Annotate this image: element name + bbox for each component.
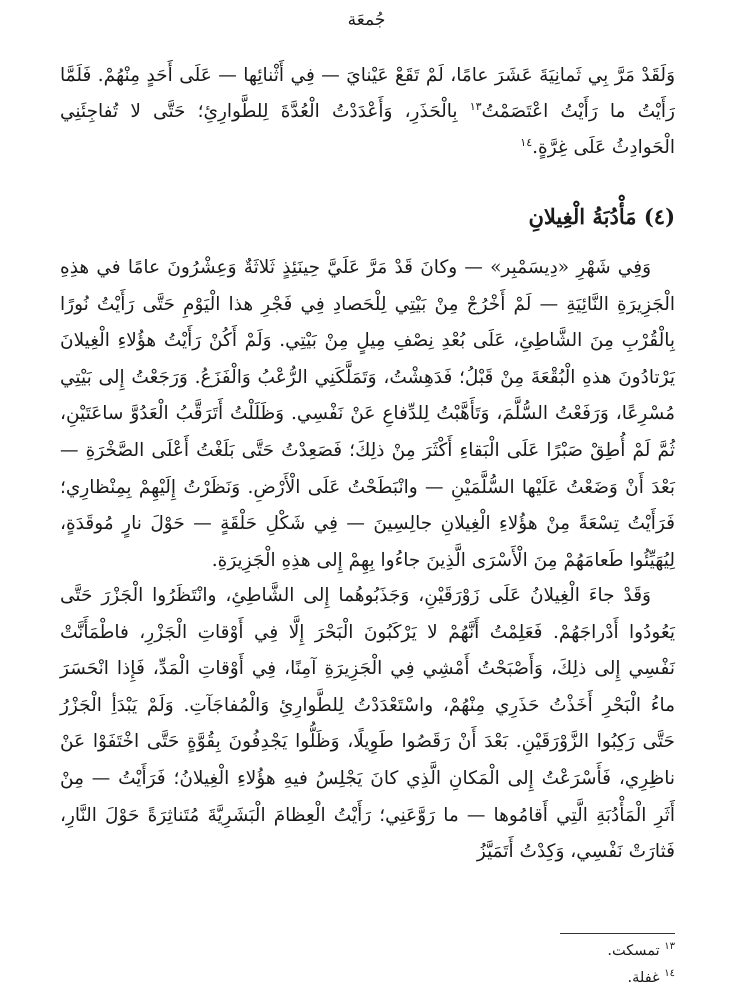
footnotes — [60, 938, 675, 992]
running-head: جُمعَة — [347, 10, 386, 30]
footnote-text: تمسكت. — [607, 943, 665, 959]
paragraph-3: وَقَدْ جاءَ الْغِيلانُ عَلَى زَوْرَقَيْنِ، وَجَذَبُوهُما إِلى الشَّاطِئِ، وانْتَظَرُوا الْجَزْرَ حَتَّى يَعُودُوا أَدْراجَهُمْ. فَعَلِمْتُ أَنَّهُمْ لا يَرْكَبُونَ الْبَحْرَ إِلَّا فِي أَوْقاتِ الْجَزْرِ، فاطْمَأَنَّتْ نَفْسِي إِلى ذلِكَ، وَأَصْبَحْتُ أَمْشِي فِي الْجَزِيرَةِ آمِنًا، فِي أَوْقاتِ الْمَدِّ، فَإِذا انْحَسَرَ ماءُ الْبَحْرِ أَخَذْتُ حَذَرِي مِنْهُمْ، واسْتَعْدَدْتُ لِلطَّوارِئِ وَالْمُفاجَآتِ. وَلَمْ يَبْدَأِ الْجَزْرُ حَتَّى رَكِبُوا الزَّوْرَقَيْنِ. بَعْدَ أَنْ رَقَصُوا طَوِيلًا، وَظَلُّوا يَجْدِفُونَ بِقُوَّةٍ حَتَّى اخْتَفَوْا عَنْ ناظِرِي، فَأَسْرَعْتُ إِلى الْمَكانِ الَّذِي كانَ يَجْلِسُ فيهِ هؤُلاءِ الْغِيلانُ؛ فَرَأَيْتُ — مِنْ أَثَرِ الْمَأْدُبَةِ الَّتِي أَقامُوها — ما رَوَّعَنِي؛ رَأَيْتُ الْعِظامَ الْبَشَرِيَّةَ مُتَناثِرَةً حَوْلَ النَّارِ، فَثارَتْ نَفْسِي، وَكِدْتُ أَتَمَيَّزُ — [60, 585, 675, 863]
footnote-14 — [60, 965, 675, 992]
footnote-divider — [560, 933, 675, 934]
footnote-ref-13[interactable]: ١٣ — [469, 99, 482, 113]
footnote-ref-14[interactable]: ١٤ — [520, 135, 533, 149]
footnote-13 — [60, 938, 675, 965]
paragraph-2: وَفِي شَهْرِ «دِيسَمْبِر» — وكانَ قَدْ مَرَّ عَلَيَّ حِينَئِذٍ ثَلاثَةٌ وَعِشْرُونَ عامًا في هذِهِ الْجَزِيرَةِ النَّائِيَةِ — لَمْ أَخْرُجْ مِنْ بَيْتِي لِلْحَصادِ فِي فَجْرِ هذا الْيَوْمِ حَتَّى رَأَيْتُ نُورًا بِالْقُرْبِ مِنَ الشَّاطِئِ، عَلَى بُعْدِ نِصْفِ مِيلٍ مِنْ بَيْتِي. وَلَمْ أَكُنْ رَأَيْتُ هؤُلاءِ الْغِيلانَ يَرْتادُونَ هذهِ الْبُقْعَةَ مِنْ قَبْلُ؛ فَدَهِشْتُ، وَتَمَلَّكَنِي الرُّعْبُ وَالْفَزَعُ. وَرَجَعْتُ إِلى بَيْتِي مُسْرِعًا، وَرَفَعْتُ السُّلَّمَ، وَتَأَهَّبْتُ لِلدِّفاعِ عَنْ نَفْسِي. وَظَلَلْتُ أَتَرَقَّبُ الْعَدُوَّ ساعَتَيْنِ، ثُمَّ لَمْ أُطِقْ صَبْرًا عَلَى الْبَقاءِ أَكْثَرَ مِنْ ذلِكَ؛ فَصَعِدْتُ حَتَّى بَلَغْتُ أَعْلَى الصَّخْرَةِ — بَعْدَ أَنْ وَضَعْتُ عَلَيْها السُّلَّمَيْنِ — وانْبَطَحْتُ عَلَى الْأَرْضِ. وَنَظَرْتُ إِلَيْهِمْ بِمِنْظارِي؛ فَرَأَيْتُ تِسْعَةً مِنْ هؤُلاءِ الْغِيلانِ جالِسِينَ — فِي شَكْلِ حَلْقَةٍ — حَوْلَ نارٍ مُوقَدَةٍ، لِيُهَيِّئُوا طَعامَهُمْ مِنَ الْأَسْرَى الَّذِينَ جاءُوا بِهِمْ إِلى هذِهِ الْجَزِيرَةِ. — [60, 257, 675, 571]
paragraph-1-text-b: بِالْحَذَرِ، وَأَعْدَدْتُ الْعُدَّةَ لِلطَّوارِئِ؛ حَتَّى لا تُفاجِئَنِي الْحَوادِثُ عَلَى غِرَّةٍ. — [60, 101, 675, 158]
footnote-number: ١٣ — [664, 941, 675, 953]
section-heading: (٤) مَأْدُبَةُ الْغِيلانِ — [528, 204, 675, 229]
footnote-text: غفلة. — [627, 970, 665, 986]
footnote-number: ١٤ — [664, 968, 675, 980]
paragraph-1-text-a: وَلَقَدْ مَرَّ بِي ثَمانِيَةَ عَشَرَ عامًا، لَمْ تَقَعْ عَيْنايَ — فِي أَثْنائِها — عَلَى أَحَدٍ مِنْهُمْ. فَلَمَّا رَأَيْتُ ما رَأَيْتُ اعْتَصَمْتُ — [60, 65, 675, 122]
paragraph-1 — [60, 58, 675, 166]
